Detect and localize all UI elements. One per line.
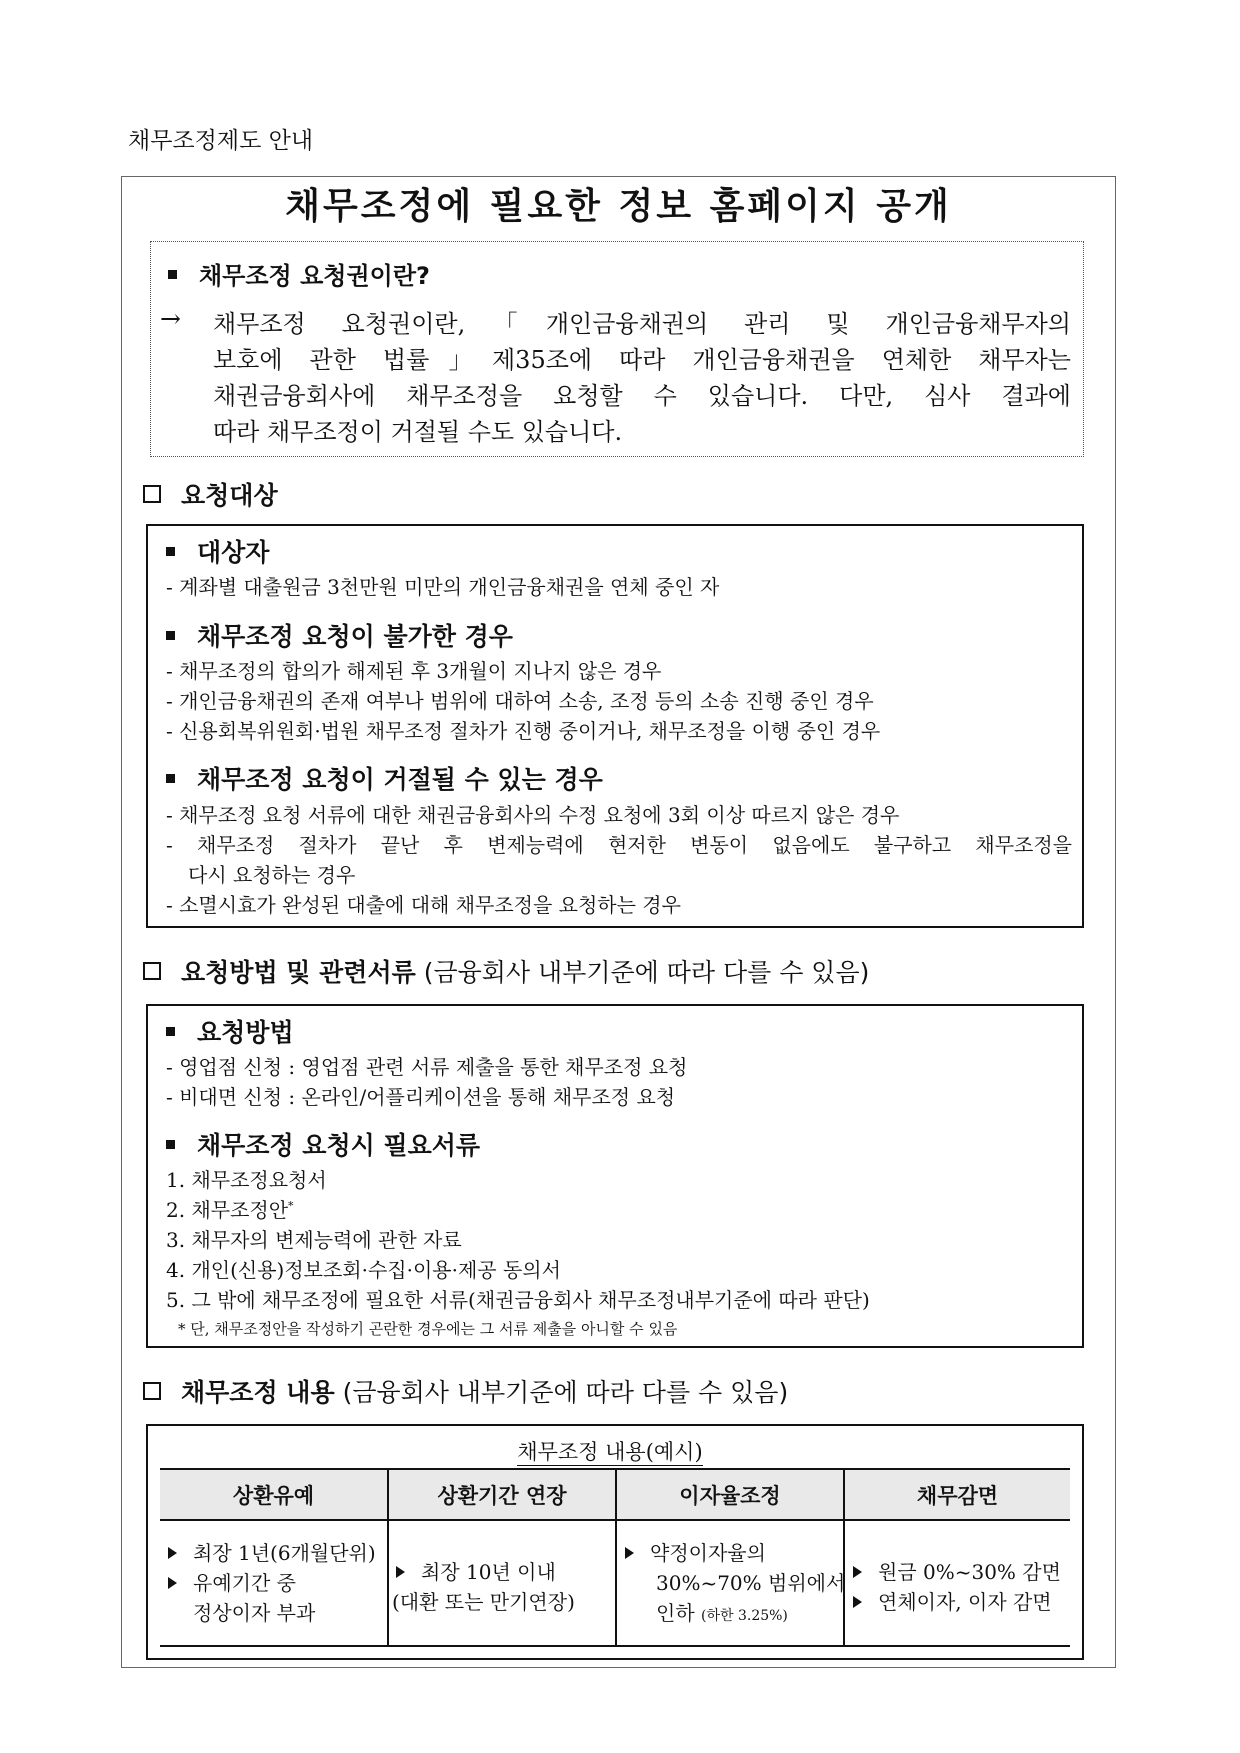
- intro-line: 채권금융회사에 채무조정을 요청할 수 있습니다. 다만, 심사 결과에: [213, 382, 1071, 410]
- table-caption: [146, 1436, 1074, 1466]
- table-header-cell: 채무감면: [916, 1484, 999, 1508]
- documents-title-text: 채무조정 요청시 필요서류: [197, 1131, 481, 1160]
- section-heading-text: 요청방법 및 관련서류: [181, 958, 416, 987]
- square-bullet-icon: [166, 1027, 175, 1036]
- methods-title: [166, 1013, 294, 1049]
- intro-question: [168, 256, 430, 291]
- documents-footnote: * 단, 채무조정안을 작성하기 곤란한 경우에는 그 서류 제출을 아니할 수 있음: [178, 1320, 678, 1338]
- page-title: 채무조정에 필요한 정보 홈페이지 공개: [285, 186, 952, 227]
- document-item: [166, 1194, 294, 1223]
- intro-line: 따라 채무조정이 거절될 수도 있습니다.: [213, 418, 623, 446]
- triangle-bullet-icon: [853, 1596, 862, 1608]
- document-item: 3. 채무자의 변제능력에 관한 자료: [166, 1228, 462, 1252]
- checkbox-square-icon: [143, 485, 161, 503]
- table-cell-line: 30%~70% 범위에서: [656, 1571, 846, 1595]
- triangle-bullet-icon: [625, 1547, 634, 1559]
- intro-line: 보호에 관한 법률」제35조에 따라 개인금융채권을 연체한 채무자는: [213, 346, 1071, 374]
- method-item: - 비대면 신청 : 온라인/어플리케이션을 통해 채무조정 요청: [166, 1085, 676, 1109]
- table-cell-line: [396, 1557, 556, 1587]
- refusable-item: - 소멸시효가 완성된 대출에 대해 채무조정을 요청하는 경우: [166, 893, 681, 917]
- ineligible-item: - 개인금융채권의 존재 여부나 범위에 대하여 소송, 조정 등의 소송 진행 중인 경우: [166, 689, 874, 713]
- footnote-marker: *: [288, 1199, 294, 1213]
- table-cell-line: 정상이자 부과: [193, 1601, 316, 1625]
- arrow-icon: →: [160, 304, 181, 333]
- square-bullet-icon: [166, 1140, 175, 1149]
- table-header-cell: 상환유예: [232, 1484, 315, 1508]
- eligible-title: [166, 533, 269, 569]
- eligible-item: - 계좌별 대출원금 3천만원 미만의 개인금융채권을 연체 중인 자: [166, 575, 720, 599]
- refusable-title-text: 채무조정 요청이 거절될 수 있는 경우: [197, 765, 603, 794]
- table-cell-line: [853, 1557, 1061, 1587]
- table-cell-line: [168, 1538, 376, 1568]
- table-header-cell: 상환기간 연장: [437, 1484, 567, 1508]
- refusable-item-continued: 다시 요청하는 경우: [188, 863, 356, 887]
- table-cell-text: 연체이자, 이자 감면: [878, 1590, 1052, 1614]
- triangle-bullet-icon: [168, 1577, 177, 1589]
- section-heading-target: [143, 476, 278, 512]
- table-cell-line: [625, 1538, 766, 1568]
- document-item: 4. 개인(신용)정보조회·수집·이용·제공 동의서: [166, 1258, 561, 1282]
- document-item: 1. 채무조정요청서: [166, 1168, 327, 1192]
- section-heading-text: 요청대상: [181, 481, 278, 510]
- table-cell-text: 원금 0%~30% 감면: [878, 1560, 1061, 1584]
- section-heading-method: [143, 953, 869, 989]
- refusable-item: - 채무조정 요청 서류에 대한 채권금융회사의 수정 요청에 3회 이상 따르지 않은 경우: [166, 803, 900, 827]
- ineligible-item: - 채무조정의 합의가 해제된 후 3개월이 지나지 않은 경우: [166, 659, 662, 683]
- table-cell-text: 유예기간 중: [193, 1571, 296, 1595]
- refusable-item: - 채무조정 절차가 끝난 후 변제능력에 현저한 변동이 없음에도 불구하고 채무조정을: [166, 833, 1072, 857]
- section-heading-content: [143, 1373, 788, 1409]
- ineligible-item: - 신용회복위원회·법원 채무조정 절차가 진행 중이거나, 채무조정을 이행 중인 경우: [166, 719, 881, 743]
- section-heading-note: (금융회사 내부기준에 따라 다를 수 있음): [423, 958, 870, 987]
- table-cell-small-text: (하한 3.25%): [701, 1608, 788, 1624]
- refusable-title: [166, 760, 603, 796]
- triangle-bullet-icon: [853, 1566, 862, 1578]
- square-bullet-icon: [166, 547, 175, 556]
- checkbox-square-icon: [143, 1382, 161, 1400]
- table-cell-line: (대환 또는 만기연장): [392, 1590, 575, 1614]
- table-cell-text: 최장 10년 이내: [421, 1560, 556, 1584]
- method-item: - 영업점 신청 : 영업점 관련 서류 제출을 통한 채무조정 요청: [166, 1055, 688, 1079]
- intro-question-text: 채무조정 요청권이란?: [199, 262, 430, 290]
- section-heading-note: (금융회사 내부기준에 따라 다를 수 있음): [342, 1378, 789, 1407]
- document-item-text: 2. 채무조정안: [166, 1198, 289, 1222]
- checkbox-square-icon: [143, 962, 161, 980]
- eligible-title-text: 대상자: [197, 538, 270, 567]
- square-bullet-icon: [168, 270, 177, 279]
- square-bullet-icon: [166, 631, 175, 640]
- triangle-bullet-icon: [168, 1547, 177, 1559]
- table-header-cell: 이자율조정: [679, 1484, 781, 1508]
- ineligible-title-text: 채무조정 요청이 불가한 경우: [197, 622, 513, 651]
- triangle-bullet-icon: [396, 1566, 405, 1578]
- page-header-label: 채무조정제도 안내: [128, 128, 314, 154]
- methods-title-text: 요청방법: [197, 1018, 294, 1047]
- table-cell-line: [656, 1598, 788, 1631]
- table-cell-line: [168, 1568, 296, 1598]
- table-cell-text: 약정이자율의: [650, 1541, 766, 1565]
- documents-title: [166, 1126, 480, 1162]
- section-heading-text: 채무조정 내용: [181, 1378, 335, 1407]
- square-bullet-icon: [166, 774, 175, 783]
- table-caption-text: 채무조정 내용(예시): [517, 1440, 703, 1464]
- ineligible-title: [166, 617, 513, 653]
- table-cell-text: 최장 1년(6개월단위): [193, 1541, 376, 1565]
- document-item: 5. 그 밖에 채무조정에 필요한 서류(채권금융회사 채무조정내부기준에 따라 판단): [166, 1288, 870, 1312]
- table-cell-line: [853, 1587, 1052, 1617]
- intro-line: 채무조정 요청권이란,「개인금융채권의 관리 및 개인금융채무자의: [213, 310, 1071, 338]
- table-cell-text: 인하: [656, 1601, 695, 1625]
